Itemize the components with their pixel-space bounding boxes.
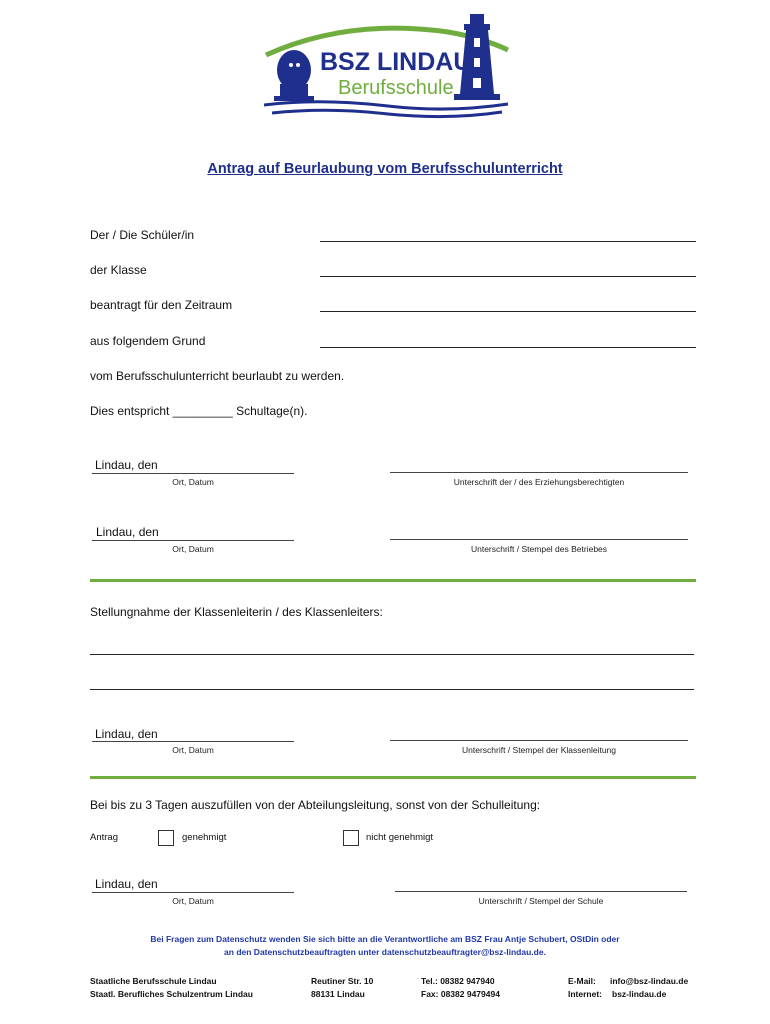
signature-line-4[interactable] — [395, 891, 687, 892]
field-line-reason[interactable] — [320, 347, 696, 348]
bsz-lindau-logo — [258, 10, 518, 120]
place-caption-2: Ort, Datum — [172, 544, 214, 554]
logo-subtitle: Berufsschule — [338, 77, 454, 99]
approval-intro: Bei bis zu 3 Tagen auszufüllen von der Abteilungsleitung, sonst von der Schulleitung: — [90, 798, 541, 812]
statement-label: Stellungnahme der Klassenleiterin / des Klassenleiters: — [90, 605, 383, 619]
place-date-line-4[interactable] — [92, 892, 294, 893]
signature-line-2[interactable] — [390, 539, 688, 540]
footer-email-label: E-Mail: — [568, 976, 596, 986]
rejected-label: nicht genehmigt — [366, 832, 434, 843]
place-caption-1: Ort, Datum — [172, 477, 214, 487]
approved-checkbox[interactable] — [158, 830, 174, 846]
footer-fax: Fax: 08382 9479494 — [421, 989, 500, 999]
field-line-period[interactable] — [320, 311, 696, 312]
form-title: Antrag auf Beurlaubung vom Berufsschulunterricht — [207, 161, 563, 177]
signature-caption-3: Unterschrift / Stempel der Klassenleitung — [461, 745, 617, 755]
logo-title: BSZ LINDAU — [320, 48, 472, 76]
place-label-3: Lindau, den — [95, 727, 158, 741]
footer-street: Reutiner Str. 10 — [311, 976, 374, 986]
footer-email[interactable]: info@bsz-lindau.de — [610, 976, 689, 986]
signature-caption-4: Unterschrift / Stempel der Schule — [478, 896, 604, 906]
footer-tel: Tel.: 08382 947940 — [421, 976, 495, 986]
place-label-2: Lindau, den — [96, 525, 159, 539]
rejected-checkbox[interactable] — [343, 830, 359, 846]
sentence-leave: vom Berufsschulunterricht beurlaubt zu werden. — [90, 369, 345, 383]
privacy-note-line-1: Bei Fragen zum Datenschutz wenden Sie sich bitte an die Verantwortliche am BSZ Frau Antje Schubert, OStDin oder — [150, 934, 620, 944]
footer-city: 88131 Lindau — [311, 989, 365, 999]
approval-label: Antrag — [90, 832, 118, 843]
field-label-period: beantragt für den Zeitraum — [90, 298, 233, 312]
place-date-line-1[interactable] — [92, 473, 294, 474]
signature-caption-1: Unterschrift der / des Erziehungsberechtigten — [453, 477, 625, 487]
place-caption-4: Ort, Datum — [172, 896, 214, 906]
place-caption-3: Ort, Datum — [172, 745, 214, 755]
place-date-line-3[interactable] — [92, 741, 294, 742]
signature-line-1[interactable] — [390, 472, 688, 473]
signature-line-3[interactable] — [390, 740, 688, 741]
field-label-class: der Klasse — [90, 263, 147, 277]
sentence-days: Dies entspricht _________ Schultage(n). — [90, 404, 308, 418]
approved-label: genehmigt — [182, 832, 227, 843]
signature-caption-2: Unterschrift / Stempel des Betriebes — [470, 544, 608, 554]
footer-web[interactable]: bsz-lindau.de — [612, 989, 667, 999]
statement-line-1[interactable] — [90, 654, 694, 655]
field-label-reason: aus folgendem Grund — [90, 334, 206, 348]
field-label-student: Der / Die Schüler/in — [90, 228, 195, 242]
section-divider-1 — [90, 579, 696, 582]
field-line-class[interactable] — [320, 276, 696, 277]
statement-line-2[interactable] — [90, 689, 694, 690]
footer-school-2: Staatl. Berufliches Schulzentrum Lindau — [90, 989, 253, 999]
section-divider-2 — [90, 776, 696, 779]
field-line-student[interactable] — [320, 241, 696, 242]
place-date-line-2[interactable] — [92, 540, 294, 541]
place-label-1: Lindau, den — [95, 458, 158, 472]
footer-school-1: Staatliche Berufsschule Lindau — [90, 976, 217, 986]
privacy-note-line-2: an den Datenschutzbeauftragten unter datenschutzbeauftragter@bsz-lindau.de. — [224, 947, 546, 957]
place-label-4: Lindau, den — [95, 877, 158, 891]
footer-web-label: Internet: — [568, 989, 602, 999]
